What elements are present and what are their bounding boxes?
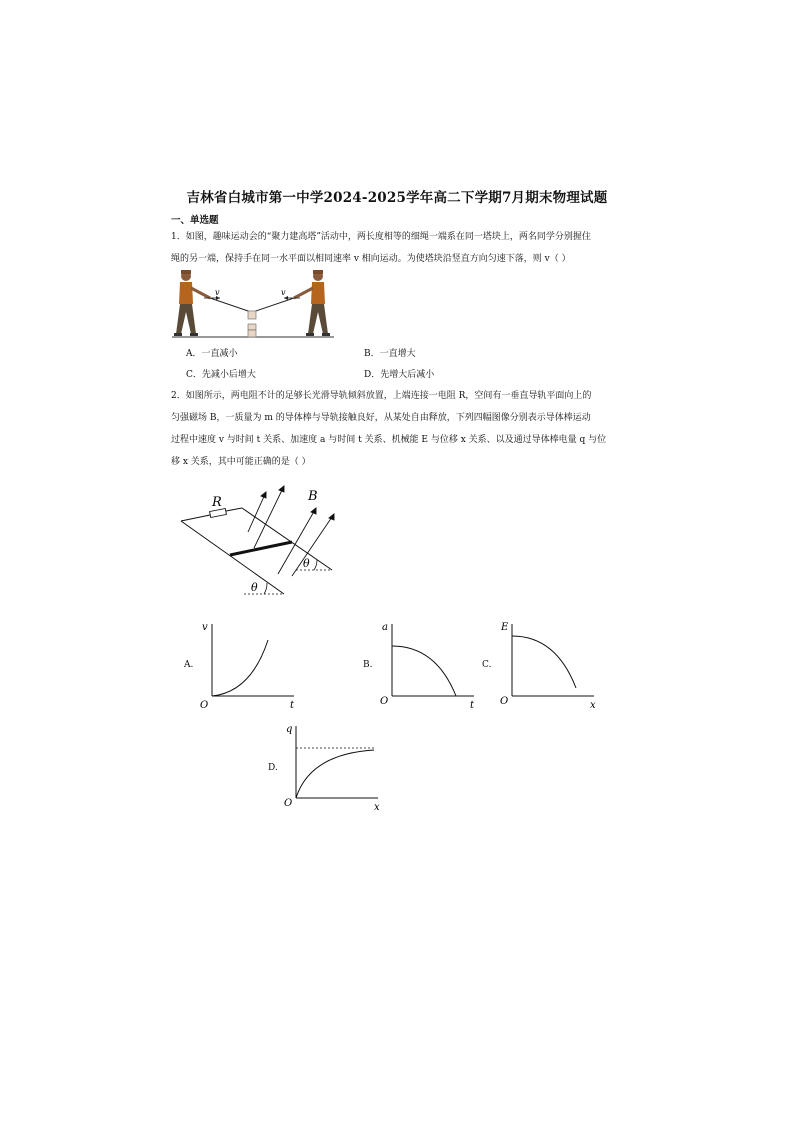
q1-option-d: D．先增大后减小 [364,370,435,380]
q2-rail-figure [176,484,340,598]
graph-c-y-label: E [501,622,509,633]
q2-line-3: 过程中速度 v 与时间 t 关系、加速度 a 与时间 t 关系、机械能 E 与位移 x 关系、以及通过导体棒电量 q 与位 [171,435,607,445]
graph-c [496,618,600,710]
graph-b [376,618,480,710]
page-title: 吉林省白城市第一中学2024-2025学年高二下学期7月期末物理试题 [186,190,608,206]
graph-b-x-label: t [470,700,475,710]
graph-a-option: A. [184,660,194,670]
q1-option-a: A．一直减小 [186,349,238,359]
q2-line-2: 匀强磁场 B，一质量为 m 的导体棒与导轨接触良好，从某处自由释放，下列四幅图像分别表示导体棒运动 [171,413,591,423]
q2-r-label: R [212,495,222,510]
graph-c-origin: O [500,696,509,707]
q2-theta-2: θ [303,557,310,570]
q2-b-label: B [308,489,318,504]
graph-c-x-label: x [590,700,596,710]
graph-a [196,618,300,710]
q1-option-b: B．一直增大 [364,349,416,359]
q2-theta-1: θ [251,581,258,594]
q2-line-4: 移 x 关系，其中可能正确的是（ ） [171,457,311,467]
graph-a-origin: O [200,700,209,710]
hanging-block [248,311,256,319]
q1-v-right-label: v [281,288,286,297]
tower-block-2 [248,330,256,337]
graph-b-option: B. [363,660,373,670]
graph-d [280,718,384,812]
q1-line-1: 1．如图，趣味运动会的“聚力建高塔”活动中，两长度相等的细绳一端系在同一塔块上，两名同学分别握住 [171,232,591,242]
section-heading: 一、单选题 [171,215,219,226]
graph-a-x-label: t [290,700,295,710]
graph-d-x-label: x [374,802,380,812]
left-student-figure [174,270,210,336]
graph-c-option: C. [482,660,492,670]
q1-line-2: 绳的另一端，保持手在同一水平面以相同速率 v 相向运动。为使塔块沿竖直方向匀速下落，则 v（ ） [171,254,571,264]
q1-tower-figure [168,268,338,342]
graph-a-y-label: v [202,622,208,633]
graph-d-origin: O [284,798,293,809]
q1-v-left-label: v [215,288,220,297]
tower-block-1 [248,324,256,330]
graph-b-origin: O [380,696,389,707]
graph-d-option: D. [268,763,278,773]
graph-d-y-label: q [286,724,293,735]
right-student-figure [294,270,330,336]
graph-b-y-label: a [382,622,388,633]
q2-line-1: 2．如图所示，两电阻不计的足够长光滑导轨倾斜放置，上端连接一电阻 R，空间有一垂直导轨平面向上的 [171,391,592,401]
q1-option-c: C．先减小后增大 [186,370,256,380]
